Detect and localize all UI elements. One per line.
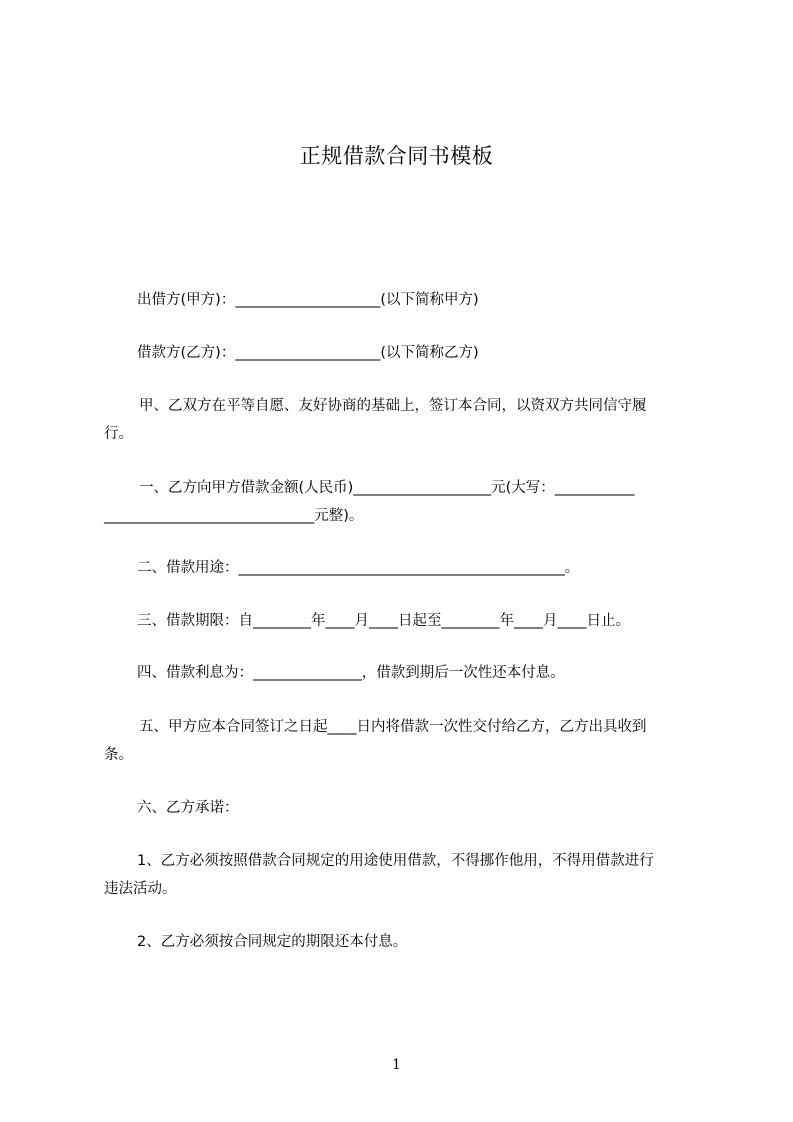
clause-2-line: 二、借款用途：_____________________________________________。: [137, 560, 580, 576]
document-title: 正规借款合同书模板: [299, 144, 494, 168]
lender-line: 出借方(甲方)：____________________(以下简称甲方): [137, 292, 479, 308]
clause-6-item-1-line-1: 1、乙方必须按照借款合同规定的用途使用借款，不得挪作他用，不得用借款进行: [137, 853, 654, 869]
clause-3-line: 三、借款期限：自________年____月____日起至________年____月____日止。: [137, 613, 630, 629]
preamble-line-1: 甲、乙双方在平等自愿、友好协商的基础上，签订本合同，以资双方共同信守履: [139, 398, 647, 414]
clause-1-line-2: _____________________________元整)。: [104, 508, 364, 524]
clause-6-heading: 六、乙方承诺：: [137, 800, 239, 816]
clause-4-line: 四、借款利息为：_______________，借款到期后一次性还本付息。: [137, 665, 565, 681]
preamble-line-2: 行。: [104, 426, 133, 442]
clause-5-line-1: 五、甲方应本合同签订之日起____日内将借款一次性交付给乙方，乙方出具收到: [139, 719, 647, 735]
page-number: 1: [392, 1057, 401, 1073]
borrower-line: 借款方(乙方)：____________________(以下简称乙方): [137, 345, 479, 361]
clause-6-item-1-line-2: 违法活动。: [104, 881, 177, 897]
clause-6-item-2-line: 2、乙方必须按合同规定的期限还本付息。: [137, 934, 408, 950]
clause-1-line-1: 一、乙方向甲方借款金额(人民币)___________________元(大写：___________: [139, 480, 635, 496]
clause-5-line-2: 条。: [104, 747, 133, 763]
